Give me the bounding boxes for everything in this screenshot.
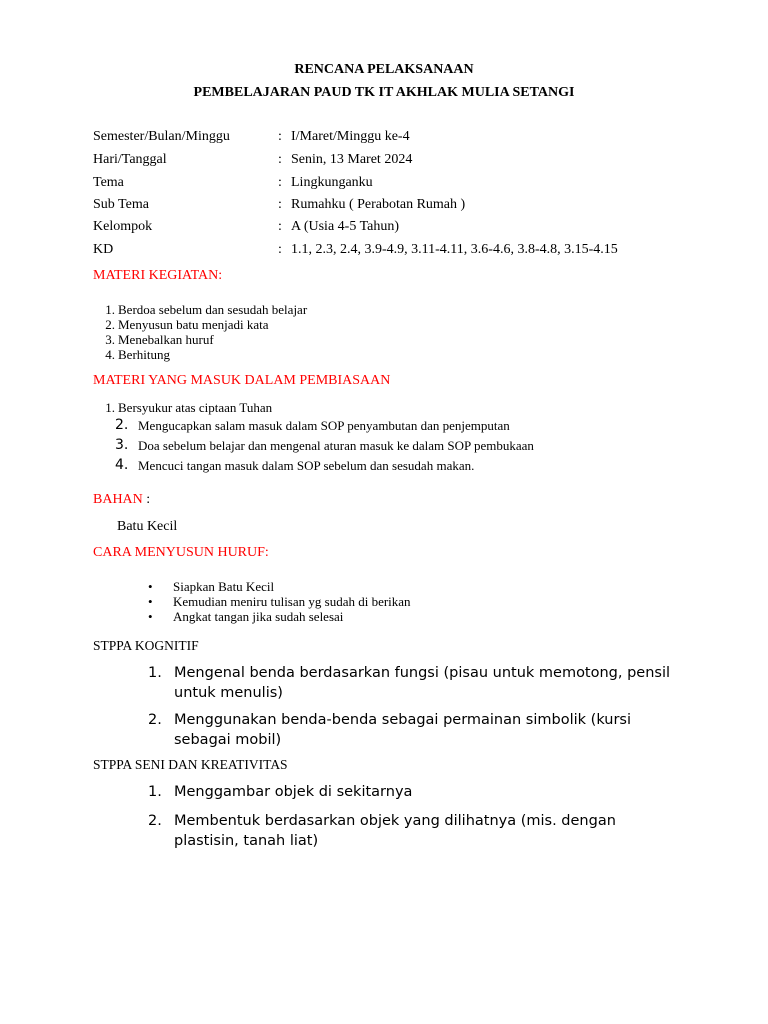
info-label: Semester/Bulan/Minggu bbox=[93, 129, 230, 144]
list-text: Doa sebelum belajar dan mengenal aturan masuk ke dalam SOP pembukaan bbox=[138, 438, 534, 453]
info-label: Tema bbox=[93, 175, 124, 190]
info-colon: : bbox=[278, 197, 282, 212]
list-number: 1. bbox=[148, 665, 162, 681]
bullet-text: Kemudian meniru tulisan yg sudah di berikan bbox=[173, 594, 411, 609]
list-text: Menggunakan benda-benda sebagai permainan simbolik (kursi sebagai mobil) bbox=[174, 712, 631, 748]
info-colon: : bbox=[278, 175, 282, 190]
bahan-heading-line bbox=[93, 492, 150, 508]
list-number: 4. bbox=[115, 457, 129, 473]
info-value: Lingkunganku bbox=[291, 175, 373, 190]
list-number: 2. bbox=[115, 417, 129, 433]
info-label: Kelompok bbox=[93, 219, 153, 234]
list-text: Membentuk berdasarkan objek yang dilihatnya (mis. dengan plastisin, tanah liat) bbox=[174, 813, 616, 849]
list-number: 1. bbox=[105, 400, 115, 415]
bahan-value: Batu Kecil bbox=[117, 519, 178, 534]
stppa-seni-heading: STPPA SENI DAN KREATIVITAS bbox=[93, 757, 288, 772]
list-number: 4. bbox=[105, 347, 115, 362]
list-text: Berdoa sebelum dan sesudah belajar bbox=[118, 302, 308, 317]
list-number: 2. bbox=[105, 317, 115, 332]
list-text: Bersyukur atas ciptaan Tuhan bbox=[118, 400, 273, 415]
pembiasaan-heading: MATERI YANG MASUK DALAM PEMBIASAAN bbox=[93, 373, 391, 388]
info-colon: : bbox=[278, 219, 282, 234]
bullet-icon: • bbox=[148, 609, 153, 624]
info-colon: : bbox=[278, 129, 282, 144]
info-value: I/Maret/Minggu ke-4 bbox=[291, 129, 410, 144]
list-number: 3. bbox=[105, 332, 115, 347]
bahan-colon: : bbox=[142, 492, 151, 507]
cara-heading: CARA MENYUSUN HURUF: bbox=[93, 545, 269, 560]
bullet-icon: • bbox=[148, 594, 153, 609]
list-text: Menebalkan huruf bbox=[118, 332, 214, 347]
bahan-heading: BAHAN bbox=[93, 492, 143, 507]
info-label: Sub Tema bbox=[93, 197, 149, 212]
info-colon: : bbox=[278, 152, 282, 167]
list-number: 2. bbox=[148, 813, 162, 829]
list-text: Mengucapkan salam masuk dalam SOP penyambutan dan penjemputan bbox=[138, 418, 510, 433]
bullet-text: Siapkan Batu Kecil bbox=[173, 579, 275, 594]
document-title-line1: RENCANA PELAKSANAAN bbox=[294, 62, 474, 77]
list-number: 1. bbox=[105, 302, 115, 317]
list-text: Mengenal benda berdasarkan fungsi (pisau untuk memotong, pensil untuk menulis) bbox=[174, 665, 671, 701]
document-title-line2: PEMBELAJARAN PAUD TK IT AKHLAK MULIA SETANGI bbox=[193, 85, 575, 100]
info-value: Rumahku ( Perabotan Rumah ) bbox=[291, 197, 466, 212]
list-number: 2. bbox=[148, 712, 162, 728]
info-label: KD bbox=[93, 242, 114, 257]
materi-kegiatan-heading: MATERI KEGIATAN: bbox=[93, 268, 223, 283]
info-label: Hari/Tanggal bbox=[93, 152, 167, 167]
bullet-text: Angkat tangan jika sudah selesai bbox=[173, 609, 344, 624]
list-text: Mencuci tangan masuk dalam SOP sebelum dan sesudah makan. bbox=[138, 458, 475, 473]
info-colon: : bbox=[278, 242, 282, 257]
info-value: 1.1, 2.3, 2.4, 3.9-4.9, 3.11-4.11, 3.6-4.6, 3.8-4.8, 3.15-4.15 bbox=[291, 242, 618, 257]
list-text: Menggambar objek di sekitarnya bbox=[174, 784, 413, 800]
stppa-kognitif-heading: STPPA KOGNITIF bbox=[93, 638, 199, 653]
list-number: 3. bbox=[115, 437, 129, 453]
list-number: 1. bbox=[148, 784, 162, 800]
bullet-icon: • bbox=[148, 579, 153, 594]
list-text: Menyusun batu menjadi kata bbox=[118, 317, 269, 332]
list-text: Berhitung bbox=[118, 347, 170, 362]
info-value: A (Usia 4-5 Tahun) bbox=[291, 219, 400, 234]
info-value: Senin, 13 Maret 2024 bbox=[291, 152, 413, 167]
